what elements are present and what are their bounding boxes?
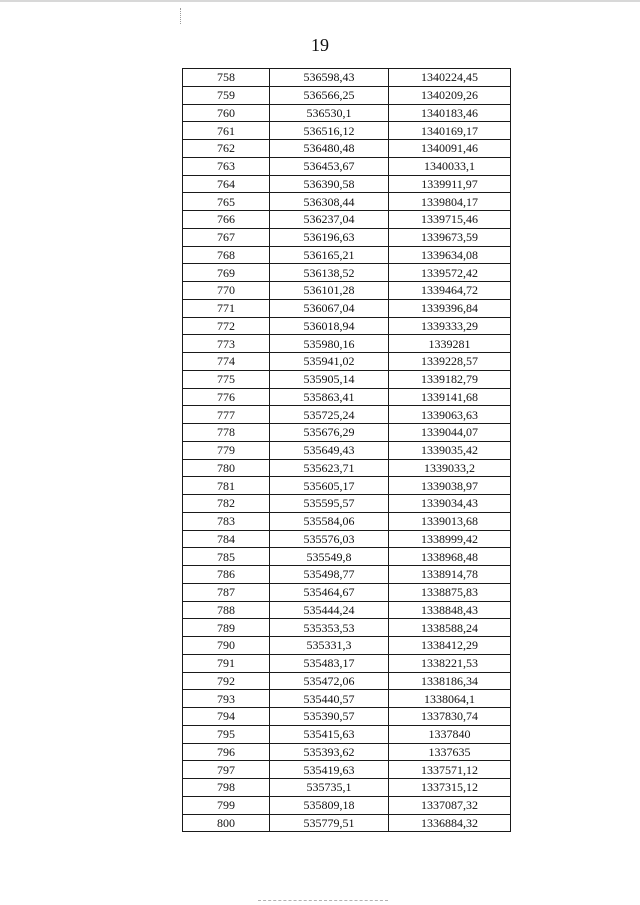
table-row [183,761,511,779]
table-row [183,157,511,175]
point-number-cell: 763 [183,157,270,175]
point-number-cell: 758 [183,69,270,87]
x-coordinate-cell: 536196,63 [270,228,389,246]
table-row [183,796,511,814]
x-coordinate-cell: 536165,21 [270,246,389,264]
y-coordinate-cell: 1339035,42 [389,441,511,459]
table-row [183,388,511,406]
table-row [183,282,511,300]
point-number-cell: 777 [183,406,270,424]
point-number-cell: 766 [183,211,270,229]
table-row [183,211,511,229]
table-row [183,299,511,317]
table-row [183,637,511,655]
table-row [183,353,511,371]
y-coordinate-cell: 1339034,43 [389,495,511,513]
y-coordinate-cell: 1340169,17 [389,122,511,140]
table-row [183,725,511,743]
y-coordinate-cell: 1337635 [389,743,511,761]
point-number-cell: 768 [183,246,270,264]
table-row [183,122,511,140]
y-coordinate-cell: 1339281 [389,335,511,353]
y-coordinate-cell: 1337087,32 [389,796,511,814]
x-coordinate-cell: 535863,41 [270,388,389,406]
y-coordinate-cell: 1340091,46 [389,140,511,158]
y-coordinate-cell: 1340209,26 [389,86,511,104]
table-row [183,317,511,335]
y-coordinate-cell: 1339044,07 [389,424,511,442]
scan-top-edge [0,0,640,2]
x-coordinate-cell: 535595,57 [270,495,389,513]
point-number-cell: 770 [183,282,270,300]
y-coordinate-cell: 1338999,42 [389,530,511,548]
x-coordinate-cell: 535440,57 [270,690,389,708]
x-coordinate-cell: 536566,25 [270,86,389,104]
x-coordinate-cell: 535353,53 [270,619,389,637]
table-row [183,477,511,495]
table-row [183,672,511,690]
table-row [183,566,511,584]
point-number-cell: 792 [183,672,270,690]
x-coordinate-cell: 536480,48 [270,140,389,158]
table-row [183,708,511,726]
point-number-cell: 775 [183,370,270,388]
table-row [183,601,511,619]
point-number-cell: 760 [183,104,270,122]
point-number-cell: 785 [183,548,270,566]
x-coordinate-cell: 535649,43 [270,441,389,459]
point-number-cell: 764 [183,175,270,193]
x-coordinate-cell: 536516,12 [270,122,389,140]
table-row [183,69,511,87]
x-coordinate-cell: 535419,63 [270,761,389,779]
table-row [183,814,511,832]
y-coordinate-cell: 1339673,59 [389,228,511,246]
x-coordinate-cell: 536390,58 [270,175,389,193]
x-coordinate-cell: 535809,18 [270,796,389,814]
table-row [183,104,511,122]
table-row [183,370,511,388]
x-coordinate-cell: 535905,14 [270,370,389,388]
point-number-cell: 795 [183,725,270,743]
table-row [183,264,511,282]
x-coordinate-cell: 535393,62 [270,743,389,761]
y-coordinate-cell: 1339038,97 [389,477,511,495]
table-row [183,530,511,548]
point-number-cell: 779 [183,441,270,459]
x-coordinate-cell: 535941,02 [270,353,389,371]
x-coordinate-cell: 535549,8 [270,548,389,566]
x-coordinate-cell: 535444,24 [270,601,389,619]
table-row [183,495,511,513]
point-number-cell: 762 [183,140,270,158]
x-coordinate-cell: 536598,43 [270,69,389,87]
table-row [183,583,511,601]
x-coordinate-cell: 535584,06 [270,512,389,530]
coordinates-table-body [183,69,511,832]
table-row [183,335,511,353]
y-coordinate-cell: 1338914,78 [389,566,511,584]
y-coordinate-cell: 1336884,32 [389,814,511,832]
x-coordinate-cell: 535472,06 [270,672,389,690]
y-coordinate-cell: 1338848,43 [389,601,511,619]
y-coordinate-cell: 1338221,53 [389,654,511,672]
scan-bottom-artifact [258,900,388,901]
x-coordinate-cell: 535676,29 [270,424,389,442]
x-coordinate-cell: 536101,28 [270,282,389,300]
point-number-cell: 790 [183,637,270,655]
point-number-cell: 765 [183,193,270,211]
table-row [183,779,511,797]
point-number-cell: 774 [183,353,270,371]
table-row [183,406,511,424]
point-number-cell: 796 [183,743,270,761]
point-number-cell: 776 [183,388,270,406]
y-coordinate-cell: 1338412,29 [389,637,511,655]
table-row [183,441,511,459]
point-number-cell: 773 [183,335,270,353]
point-number-cell: 778 [183,424,270,442]
y-coordinate-cell: 1340224,45 [389,69,511,87]
point-number-cell: 771 [183,299,270,317]
y-coordinate-cell: 1339228,57 [389,353,511,371]
x-coordinate-cell: 535576,03 [270,530,389,548]
point-number-cell: 781 [183,477,270,495]
table-row [183,512,511,530]
point-number-cell: 783 [183,512,270,530]
table-row [183,175,511,193]
point-number-cell: 797 [183,761,270,779]
table-row [183,548,511,566]
x-coordinate-cell: 535725,24 [270,406,389,424]
table-row [183,193,511,211]
y-coordinate-cell: 1339182,79 [389,370,511,388]
y-coordinate-cell: 1337571,12 [389,761,511,779]
table-row [183,228,511,246]
y-coordinate-cell: 1338186,34 [389,672,511,690]
table-row [183,424,511,442]
x-coordinate-cell: 535331,3 [270,637,389,655]
table-row [183,246,511,264]
y-coordinate-cell: 1337830,74 [389,708,511,726]
table-row [183,86,511,104]
point-number-cell: 791 [183,654,270,672]
coordinates-table [182,68,511,832]
x-coordinate-cell: 536018,94 [270,317,389,335]
y-coordinate-cell: 1339804,17 [389,193,511,211]
point-number-cell: 788 [183,601,270,619]
y-coordinate-cell: 1339013,68 [389,512,511,530]
x-coordinate-cell: 536453,67 [270,157,389,175]
point-number-cell: 799 [183,796,270,814]
table-row [183,140,511,158]
point-number-cell: 769 [183,264,270,282]
y-coordinate-cell: 1339715,46 [389,211,511,229]
table-row [183,654,511,672]
y-coordinate-cell: 1340183,46 [389,104,511,122]
y-coordinate-cell: 1338968,48 [389,548,511,566]
x-coordinate-cell: 536308,44 [270,193,389,211]
y-coordinate-cell: 1339464,72 [389,282,511,300]
y-coordinate-cell: 1340033,1 [389,157,511,175]
point-number-cell: 782 [183,495,270,513]
point-number-cell: 786 [183,566,270,584]
y-coordinate-cell: 1339033,2 [389,459,511,477]
table-row [183,619,511,637]
point-number-cell: 759 [183,86,270,104]
x-coordinate-cell: 535980,16 [270,335,389,353]
page-number: 19 [311,35,329,55]
x-coordinate-cell: 536138,52 [270,264,389,282]
point-number-cell: 772 [183,317,270,335]
point-number-cell: 780 [183,459,270,477]
y-coordinate-cell: 1338588,24 [389,619,511,637]
y-coordinate-cell: 1339396,84 [389,299,511,317]
x-coordinate-cell: 535415,63 [270,725,389,743]
x-coordinate-cell: 535498,77 [270,566,389,584]
y-coordinate-cell: 1339911,97 [389,175,511,193]
x-coordinate-cell: 536530,1 [270,104,389,122]
x-coordinate-cell: 535623,71 [270,459,389,477]
point-number-cell: 784 [183,530,270,548]
point-number-cell: 794 [183,708,270,726]
x-coordinate-cell: 535779,51 [270,814,389,832]
point-number-cell: 787 [183,583,270,601]
point-number-cell: 767 [183,228,270,246]
x-coordinate-cell: 535483,17 [270,654,389,672]
point-number-cell: 793 [183,690,270,708]
point-number-cell: 800 [183,814,270,832]
y-coordinate-cell: 1339634,08 [389,246,511,264]
point-number-cell: 761 [183,122,270,140]
x-coordinate-cell: 536237,04 [270,211,389,229]
table-row [183,459,511,477]
x-coordinate-cell: 535605,17 [270,477,389,495]
x-coordinate-cell: 535390,57 [270,708,389,726]
y-coordinate-cell: 1337315,12 [389,779,511,797]
y-coordinate-cell: 1339141,68 [389,388,511,406]
x-coordinate-cell: 536067,04 [270,299,389,317]
point-number-cell: 798 [183,779,270,797]
y-coordinate-cell: 1339572,42 [389,264,511,282]
table-row [183,743,511,761]
y-coordinate-cell: 1338064,1 [389,690,511,708]
x-coordinate-cell: 535735,1 [270,779,389,797]
y-coordinate-cell: 1337840 [389,725,511,743]
y-coordinate-cell: 1338875,83 [389,583,511,601]
point-number-cell: 789 [183,619,270,637]
y-coordinate-cell: 1339063,63 [389,406,511,424]
y-coordinate-cell: 1339333,29 [389,317,511,335]
table-row [183,690,511,708]
scan-artifact-mark [180,8,182,24]
x-coordinate-cell: 535464,67 [270,583,389,601]
